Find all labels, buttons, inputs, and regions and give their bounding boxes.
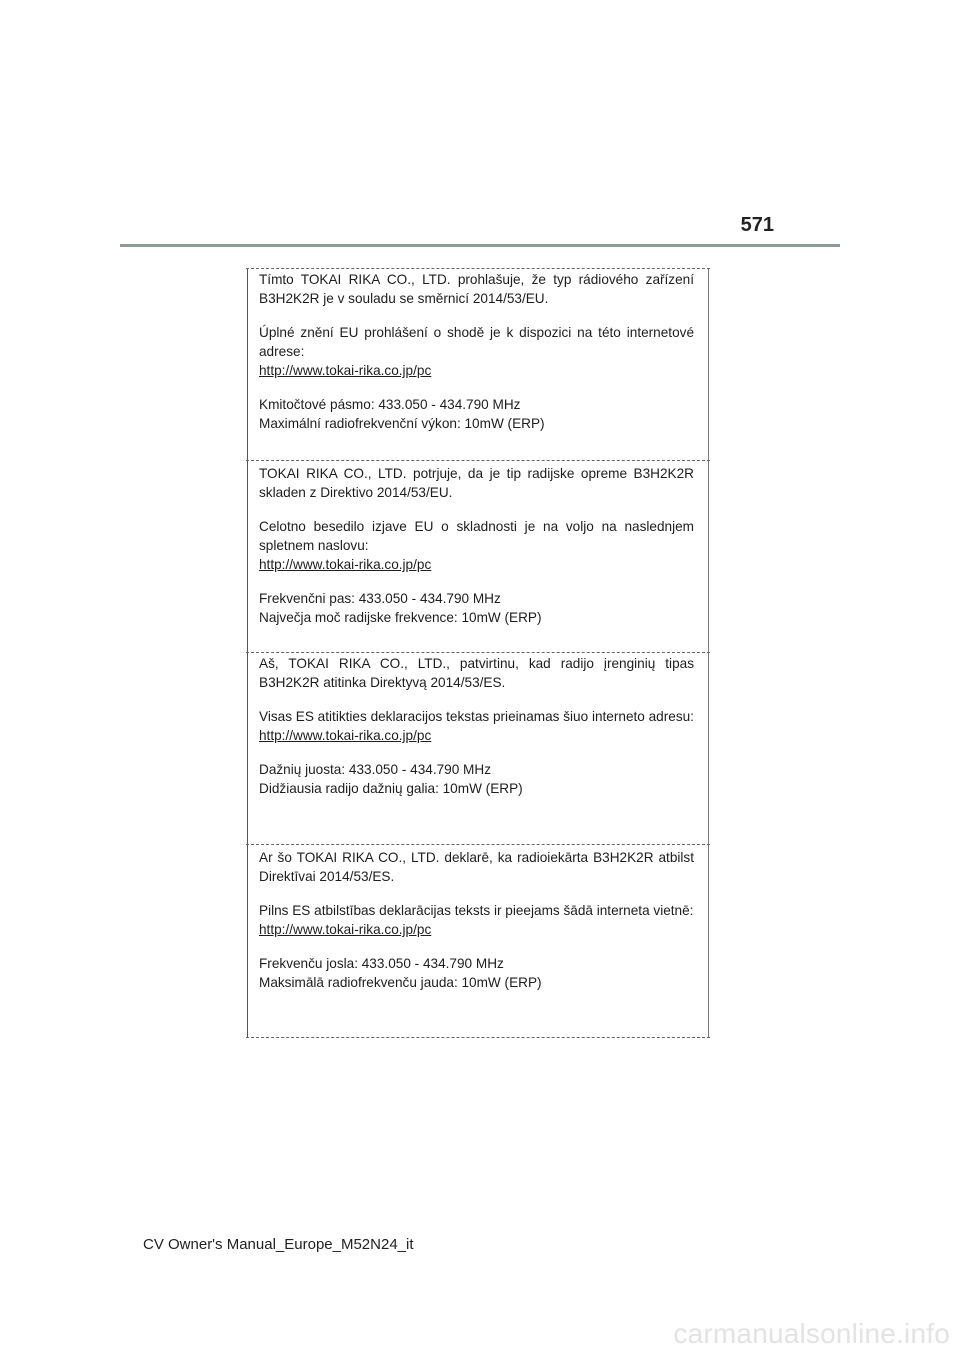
declaration-full-text-notice: Celotno besedilo izjave EU o skladnosti je na voljo na naslednjem spletnem naslovu: [259, 519, 694, 553]
footer-manual-id: CV Owner's Manual_Europe_M52N24_it [143, 1236, 414, 1253]
declaration-power: Maximální radiofrekvenční výkon: 10mW (ERP) [259, 416, 545, 431]
declaration-frequency: Frekvenču josla: 433.050 - 434.790 MHz [259, 956, 504, 971]
declaration-frequency: Kmitočtové pásmo: 433.050 - 434.790 MHz [259, 397, 521, 412]
declaration-section-czech [259, 270, 694, 433]
watermark: carmanualsonline.info [673, 1318, 950, 1349]
header-rule [120, 244, 840, 247]
declaration-url-link[interactable]: http://www.tokai-rika.co.jp/pc [259, 728, 432, 743]
declaration-section-lithuanian [259, 654, 694, 798]
scan-box-bottom-edge [246, 1037, 710, 1038]
declaration-power: Maksimālā radiofrekvenču jauda: 10mW (ERP) [259, 975, 542, 990]
section-divider [246, 844, 710, 845]
page-number: 571 [740, 214, 774, 236]
declaration-power: Didžiausia radijo dažnių galia: 10mW (ERP) [259, 781, 523, 796]
declaration-statement: Aš, TOKAI RIKA CO., LTD., patvirtinu, kad radijo įrenginių tipas B3H2K2R atitinka Direktyvą 2014/53/ES. [259, 656, 694, 690]
section-divider [246, 460, 710, 461]
declaration-power: Največja moč radijske frekvence: 10mW (ERP) [259, 610, 542, 625]
declaration-full-text-notice: Visas ES atitikties deklaracijos tekstas prieinamas šiuo interneto adresu: [259, 709, 694, 724]
declaration-url-link[interactable]: http://www.tokai-rika.co.jp/pc [259, 922, 432, 937]
declaration-frequency: Frekvenčni pas: 433.050 - 434.790 MHz [259, 591, 501, 606]
declaration-frequency: Dažnių juosta: 433.050 - 434.790 MHz [259, 762, 491, 777]
declaration-section-latvian [259, 848, 694, 992]
declaration-full-text-notice: Úplné znění EU prohlášení o shodě je k dispozici na této internetové adrese: [259, 325, 694, 359]
declaration-full-text-notice: Pilns ES atbilstības deklarācijas teksts ir pieejams šādā interneta vietnē: [259, 903, 694, 918]
declaration-url-link[interactable]: http://www.tokai-rika.co.jp/pc [259, 557, 432, 572]
declaration-statement: Tímto TOKAI RIKA CO., LTD. prohlašuje, že typ rádiového zařízení B3H2K2R je v souladu se směrnicí 2014/53/EU. [259, 272, 694, 306]
declaration-url-link[interactable]: http://www.tokai-rika.co.jp/pc [259, 363, 432, 378]
scan-box-top-edge [246, 268, 710, 269]
declaration-section-slovenian [259, 464, 694, 627]
declaration-scan-box [247, 268, 709, 1038]
section-divider [246, 652, 710, 653]
declaration-statement: TOKAI RIKA CO., LTD. potrjuje, da je tip radijske opreme B3H2K2R skladen z Direktivo 2014/53/EU. [259, 466, 694, 500]
declaration-statement: Ar šo TOKAI RIKA CO., LTD. deklarē, ka radioiekārta B3H2K2R atbilst Direktīvai 2014/53/ES. [259, 850, 694, 884]
